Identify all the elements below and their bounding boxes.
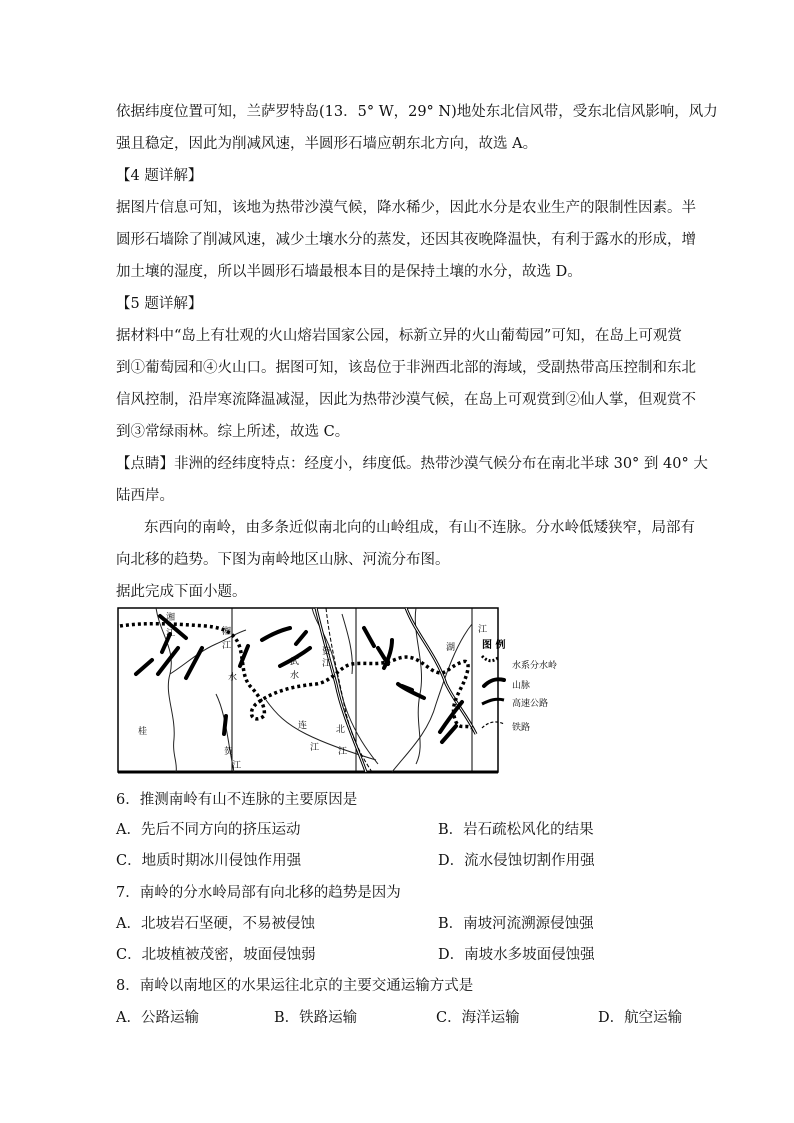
- q7-option-c[interactable]: C．北坡植被茂密，坡面侵蚀弱: [116, 947, 316, 963]
- nanling-map: [116, 604, 676, 776]
- q6-option-c[interactable]: C．地质时期冰川侵蚀作用强: [116, 853, 302, 869]
- q8-option-a[interactable]: A．公路运输: [116, 1010, 199, 1026]
- analysis-q5-line3: 信风控制，沿岸寒流降温减湿，因此为热带沙漠气候，在岛上可观赏到②仙人掌，但观赏不: [116, 392, 696, 408]
- heading-q4-detail: 【4 题详解】: [116, 168, 203, 184]
- map-label: 贺: [224, 747, 234, 757]
- analysis-q4-line1: 据图片信息可知，该地为热带沙漠气候，降水稀少，因此水分是农业生产的限制性因素。半: [116, 200, 696, 216]
- map-label: 水: [228, 673, 238, 683]
- legend-divide-label: 水系分水岭: [512, 661, 558, 671]
- question-8-stem: 8．南岭以南地区的水果运往北京的主要交通运输方式是: [116, 978, 474, 994]
- q6-option-b[interactable]: B．岩石疏松风化的结果: [438, 822, 594, 838]
- map-label: 江: [232, 761, 242, 771]
- q8-option-b[interactable]: B．铁路运输: [274, 1010, 358, 1026]
- q8-option-d[interactable]: D．航空运输: [598, 1010, 683, 1026]
- map-label: 水: [290, 671, 300, 681]
- analysis-q5-line2: 到①葡萄园和④火山口。据图可知，该岛位于非洲西北部的海域，受副热带高压控制和东北: [116, 360, 696, 376]
- tip-line2: 陆西岸。: [116, 488, 174, 504]
- legend-rail-label: 铁路: [512, 723, 531, 733]
- map-label: 北: [336, 725, 346, 735]
- map-label: 武: [290, 657, 300, 667]
- analysis-q4-line2: 圆形石墙除了削减风速，减少土壤水分的蒸发，还因其夜晚降温快，有利于露水的形成，增: [116, 232, 696, 248]
- q6-option-a[interactable]: A．先后不同方向的挤压运动: [116, 822, 301, 838]
- intro-line1: 东西向的南岭，由多条近似南北向的山岭组成，有山不连脉。分水岭低矮狭窄，局部有: [144, 520, 695, 536]
- intro-line3: 据此完成下面小题。: [116, 584, 247, 600]
- analysis-q4-line3: 加土壤的湿度，所以半圆形石墙最根本目的是保持土壤的水分，故选 D。: [116, 264, 582, 280]
- question-7-stem: 7．南岭的分水岭局部有向北移的趋势是因为: [116, 885, 401, 901]
- q8-option-c[interactable]: C．海洋运输: [436, 1010, 520, 1026]
- heading-q5-detail: 【5 题详解】: [116, 296, 203, 312]
- map-label: 江: [322, 659, 332, 669]
- intro-line2: 向北移的趋势。下图为南岭地区山脉、河流分布图。: [116, 552, 450, 568]
- map-label: 湘: [166, 613, 176, 623]
- q7-option-d[interactable]: D．南坡水多坡面侵蚀强: [438, 947, 595, 963]
- map-label: 江: [338, 747, 348, 757]
- analysis-q5-line1: 据材料中“岛上有壮观的火山熔岩国家公园，标新立异的火山葡萄园”可知，在岛上可观赏: [116, 328, 682, 344]
- map-label: 桂: [138, 727, 148, 737]
- map-label: 江: [310, 743, 320, 753]
- map-label: 资: [322, 647, 332, 657]
- question-6-stem: 6．推测南岭有山不连脉的主要原因是: [116, 792, 358, 808]
- mountain-range: [224, 716, 226, 734]
- legend-title: 图 例: [482, 640, 506, 651]
- map-label: 江: [478, 625, 488, 635]
- map-label: 江: [222, 641, 232, 651]
- analysis-q3-line1: 依据纬度位置可知，兰萨罗特岛(13．5° W，29° N)地处东北信风带，受东北信风影响，风力: [116, 104, 718, 120]
- map-label: 湘: [222, 627, 232, 637]
- q7-option-b[interactable]: B．南坡河流溯源侵蚀强: [438, 916, 594, 932]
- legend-highway-label: 高速公路: [512, 699, 549, 709]
- map-label: 江: [166, 629, 176, 639]
- map-label: 湖: [446, 643, 456, 653]
- map-label: 连: [298, 721, 308, 731]
- q6-option-d[interactable]: D．流水侵蚀切割作用强: [438, 853, 595, 869]
- tip-line1: 【点睛】非洲的经纬度特点：经度小，纬度低。热带沙漠气候分布在南北半球 30° 到 40° 大: [116, 456, 708, 472]
- analysis-q5-line4: 到③常绿雨林。综上所述，故选 C。: [116, 424, 350, 440]
- analysis-q3-line2: 强且稳定，因此为削减风速，半圆形石墙应朝东北方向，故选 A。: [116, 136, 538, 152]
- legend-mountain-label: 山脉: [512, 681, 531, 691]
- q7-option-a[interactable]: A．北坡岩石坚硬，不易被侵蚀: [116, 916, 315, 932]
